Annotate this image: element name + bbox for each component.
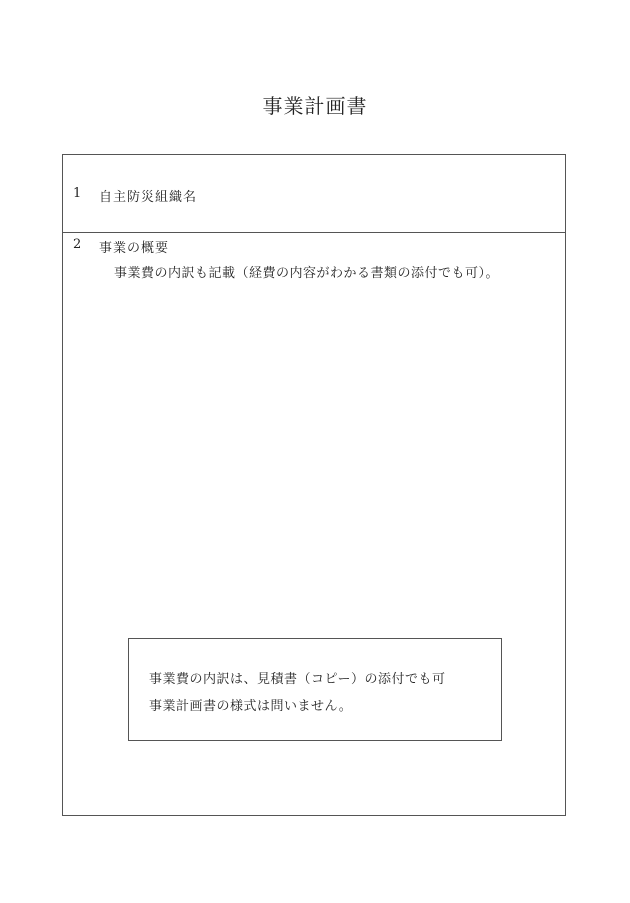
notice-line: 事業費の内訳は、見積書（コピー）の添付でも可	[149, 672, 446, 687]
notice-line: 事業計画書の様式は問いません。	[149, 699, 353, 714]
section-number: 1	[73, 186, 82, 201]
section-organization-name	[63, 155, 565, 233]
section-label: 自主防災組織名	[99, 190, 198, 205]
page-title: 事業計画書	[262, 94, 368, 118]
section-label: 事業の概要	[99, 241, 170, 256]
section-note: 事業費の内訳も記載（経費の内容がわかる書類の添付でも可）。	[114, 266, 500, 281]
notice-box	[128, 638, 502, 741]
section-number: 2	[73, 237, 82, 252]
